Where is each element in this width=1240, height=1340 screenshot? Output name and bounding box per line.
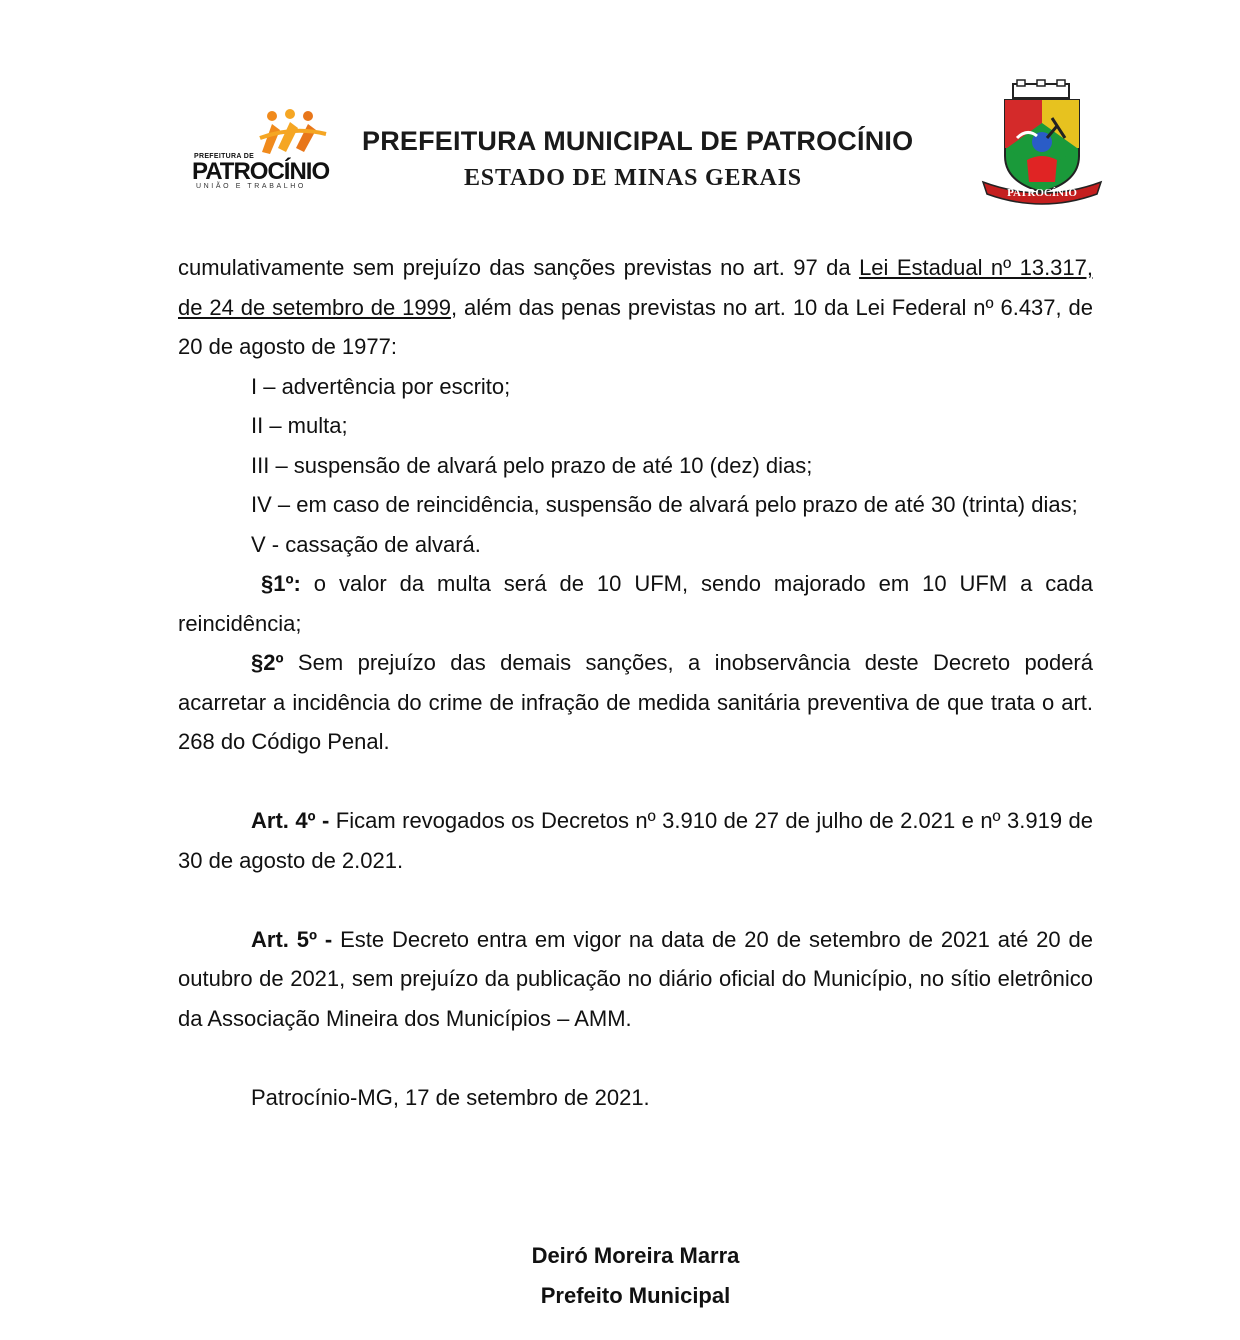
list-item: I – advertência por escrito;: [251, 373, 511, 399]
page-title: PREFEITURA MUNICIPAL DE PATROCÍNIO: [362, 126, 914, 156]
people-figures-icon: [258, 108, 328, 156]
logo-tagline: UNIÃO E TRABALHO: [196, 183, 306, 190]
coat-of-arms-icon: [977, 78, 1107, 213]
svg-text:PATROCÍNIO: PATROCÍNIO: [1007, 187, 1077, 199]
list-item: V - cassação de alvará.: [251, 531, 481, 557]
document-body: [178, 248, 1093, 1117]
logo-brand-text: PATROCÍNIO: [192, 158, 330, 185]
signer-name: Deiró Moreira Marra: [531, 1243, 740, 1268]
logo-small-text: PREFEITURA DE: [194, 153, 255, 160]
signature-block: [178, 1236, 1093, 1316]
list-item: II – multa;: [251, 413, 348, 438]
list-item: III – suspensão de alvará pelo prazo de até 10 (dez) dias;: [251, 452, 813, 478]
page-subtitle: ESTADO DE MINAS GERAIS: [464, 165, 802, 191]
signer-role: Prefeito Municipal: [540, 1283, 731, 1308]
article-4: Art. 4º - Ficam revogados os Decretos nº 3.910 de 27 de julho de 2.021 e nº 3.919 de 30 de agosto de 2.021.: [178, 808, 1093, 873]
law-reference-link[interactable]: Lei Estadual nº 13.317, de 24 de setembro de 1999: [178, 255, 1093, 320]
article-5: Art. 5º - Este Decreto entra em vigor na data de 20 de setembro de 2021 até 20 de outubro de 2021, sem prejuízo da publicação no diário oficial do Município, no sítio eletrônico da Associação Mineira dos Municípios – AMM.: [178, 926, 1093, 1031]
document-header: [0, 0, 1240, 230]
paragraph-intro: cumulativamente sem prejuízo das sanções previstas no art. 97 da Lei Estadual nº 13.317, de 24 de setembro de 1999, além das penas previstas no art. 10 da Lei Federal nº 6.437, de 20 de agosto de 1977:: [178, 255, 1094, 359]
list-item: IV – em caso de reincidência, suspensão de alvará pelo prazo de até 30 (trinta) dias;: [251, 492, 1078, 517]
paragraph-2: §2º Sem prejuízo das demais sanções, a inobservância deste Decreto poderá acarretar a incidência do crime de infração de medida sanitária preventiva de que trata o art. 268 do Código Penal.: [178, 650, 1093, 754]
place-date: Patrocínio-MG, 17 de setembro de 2021.: [251, 1084, 650, 1110]
paragraph-1: §1º: o valor da multa será de 10 UFM, sendo majorado em 10 UFM a cada reincidência;: [178, 571, 1093, 636]
city-logo: [190, 108, 335, 194]
